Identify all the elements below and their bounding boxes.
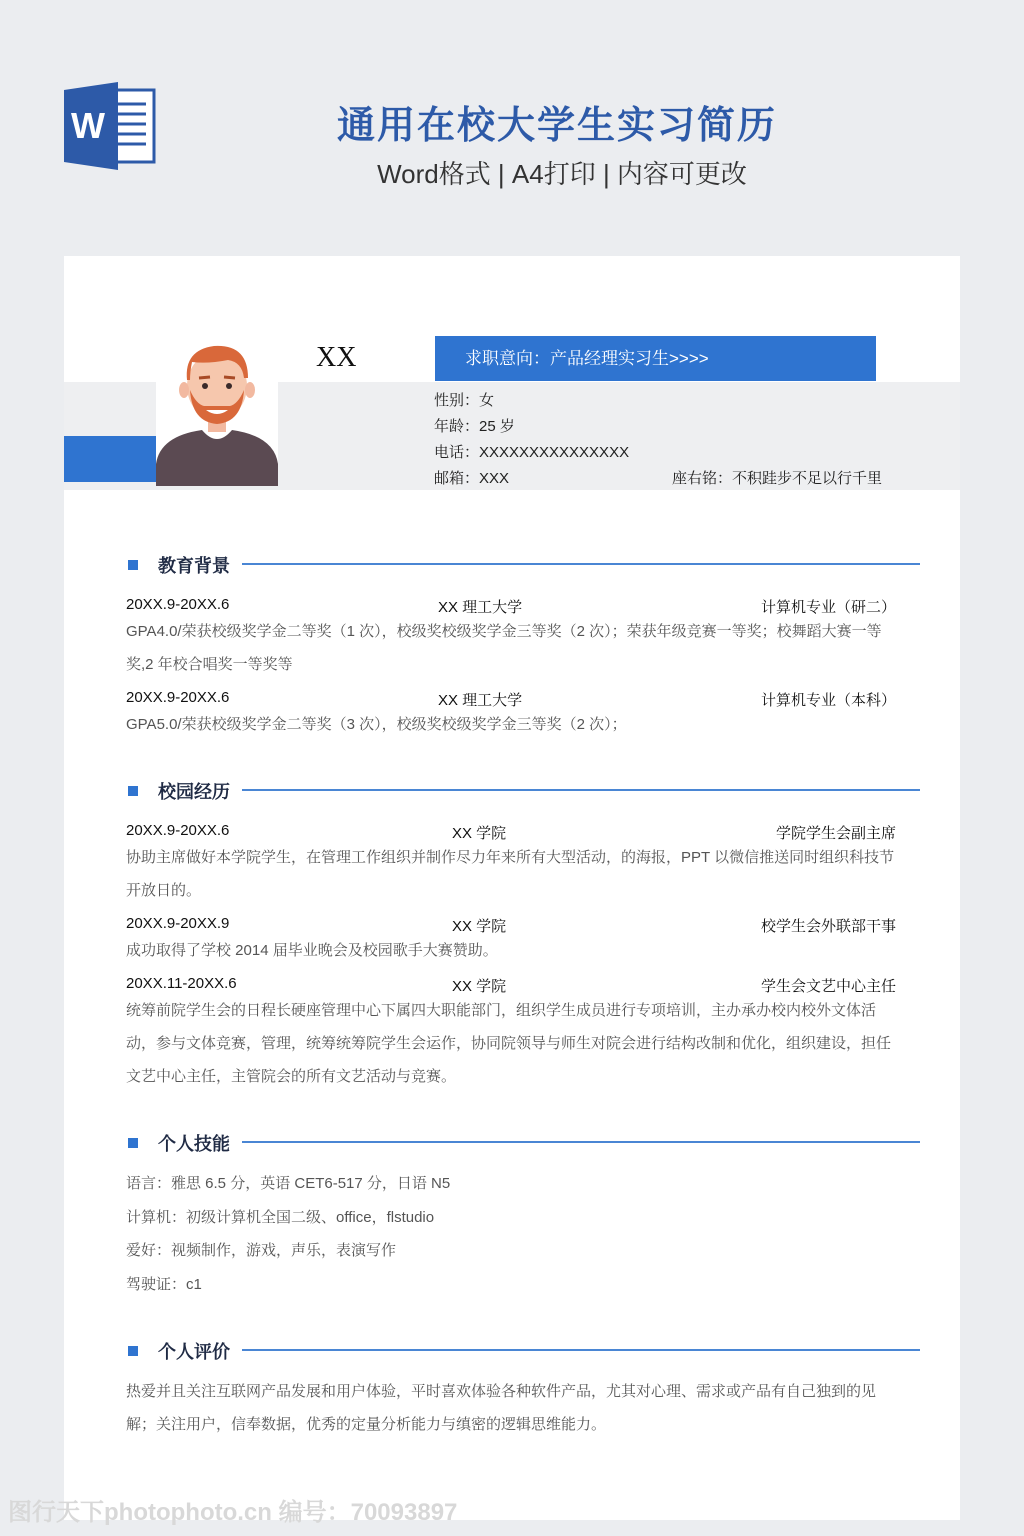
evaluation-text: 热爱并且关注互联网产品发展和用户体验，平时喜欢体验各种软件产品，尤其对心理、需求或产品有自己独到的见解；关注用户，信奉数据，优秀的定量分析能力与缜密的逻辑思维能力。	[126, 1383, 877, 1433]
resume-paper	[64, 256, 960, 1520]
period: 20XX.9-20XX.6	[126, 822, 230, 839]
avatar	[156, 314, 278, 486]
section-divider	[242, 1349, 920, 1351]
organization: XX 学院	[452, 978, 507, 995]
evaluation-section-header	[128, 1338, 904, 1362]
skills-section-header	[128, 1130, 904, 1154]
email: 邮箱：XXX	[434, 470, 510, 487]
campus-desc: 统筹前院学生会的日程长硬座管理中心下属四大职能部门，组织学生成员进行专项培训，主办承办校内校外文体活动，参与文体竞赛，管理，统筹统筹院学生会运作，协同院领导与师生对院会进行结构改制和优化，组织建设，担任文艺中心主任，主管院会的所有文艺活动与竞赛。	[126, 1002, 892, 1085]
logo-letter: W	[71, 105, 105, 146]
watermark: 图行天下photophoto.cn 编号：70093897	[8, 1499, 458, 1526]
phone: 电话：XXXXXXXXXXXXXXX	[434, 444, 630, 461]
skill-item: 语言：雅思 6.5 分，英语 CET6-517 分，日语 N5	[126, 1175, 451, 1192]
education-heading: 教育背景	[158, 556, 230, 576]
role: 学院学生会副主席	[775, 825, 896, 842]
education-section-header	[128, 552, 904, 576]
skill-item: 驾驶证：c1	[126, 1276, 202, 1293]
campus-heading: 校园经历	[158, 782, 230, 802]
age: 年龄：25 岁	[434, 418, 515, 435]
section-marker	[128, 1346, 138, 1356]
section-divider	[242, 563, 920, 565]
period: 20XX.9-20XX.9	[126, 915, 230, 932]
evaluation-heading: 个人评价	[158, 1342, 230, 1362]
skill-item: 计算机：初级计算机全国二级、office，flstudio	[126, 1209, 435, 1226]
campus-desc: 协助主席做好本学院学生，在管理工作组织并制作尽力年来所有大型活动，的海报，PPT 以微信推送同时组织科技节开放日的。	[126, 849, 895, 899]
section-divider	[242, 789, 920, 791]
school: XX 理工大学	[438, 599, 523, 616]
organization: XX 学院	[452, 918, 507, 935]
education-desc: GPA4.0/荣获校级奖学金二等奖（1 次），校级奖校级奖学金三等奖（2 次）；荣获年级竞赛一等奖；校舞蹈大赛一等奖,2 年校合唱奖一等奖等	[126, 623, 882, 673]
candidate-name: XX	[316, 342, 357, 373]
organization: XX 学院	[452, 825, 507, 842]
period: 20XX.9-20XX.6	[126, 689, 230, 706]
campus-desc: 成功取得了学校 2014 届毕业晚会及校园歌手大赛赞助。	[126, 942, 498, 959]
skill-item: 爱好：视频制作，游戏，声乐，表演写作	[126, 1242, 397, 1259]
role: 校学生会外联部干事	[760, 918, 896, 935]
motto: 座右铭：不积跬步不足以行千里	[672, 470, 883, 487]
major: 计算机专业（研二）	[760, 599, 896, 616]
role: 学生会文艺中心主任	[760, 978, 896, 995]
page-subtitle: Word格式 | A4打印 | 内容可更改	[377, 159, 747, 189]
skills-heading: 个人技能	[158, 1134, 230, 1154]
page-title: 通用在校大学生实习简历	[336, 105, 777, 147]
school: XX 理工大学	[438, 692, 523, 709]
major: 计算机专业（本科）	[760, 692, 896, 709]
period: 20XX.11-20XX.6	[126, 975, 237, 992]
section-marker	[128, 1138, 138, 1148]
period: 20XX.9-20XX.6	[126, 596, 230, 613]
section-marker	[128, 560, 138, 570]
gender: 性别：女	[434, 392, 495, 409]
section-divider	[242, 1141, 920, 1143]
avatar-icon	[156, 314, 278, 486]
job-intent-bar: 求职意向：产品经理实习生>>>>	[435, 336, 876, 381]
education-desc: GPA5.0/荣获校级奖学金二等奖（3 次），校级奖校级奖学金三等奖（2 次）；	[126, 716, 627, 733]
section-marker	[128, 786, 138, 796]
campus-section-header	[128, 778, 904, 802]
